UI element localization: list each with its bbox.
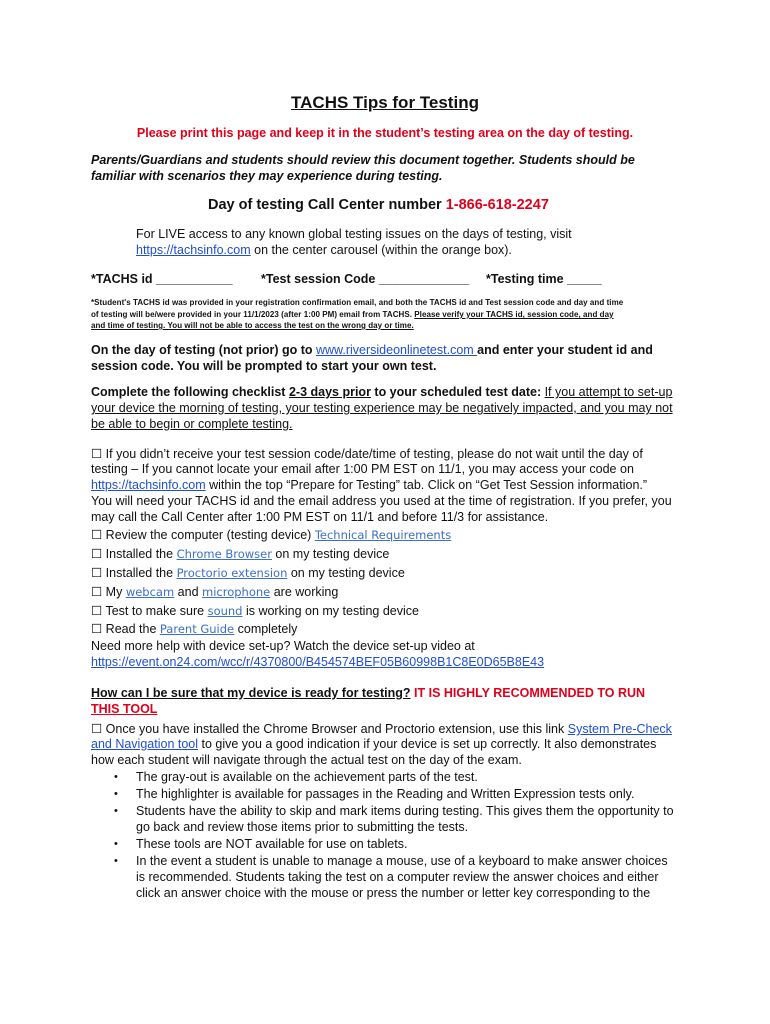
bullet-5-line-3: click an answer choice with the mouse or press the number or letter key corresponding to the [136, 886, 651, 900]
tachs-id-field: *TACHS id ___________ [91, 272, 233, 286]
setup-video-link[interactable]: https://event.on24.com/wcc/r/4370800/B454574BEF05B60998B1C8E0D65B8E43 [91, 655, 545, 669]
fine-print-line-2 [91, 310, 614, 319]
checklist-item-4-post: on my testing device [287, 566, 405, 580]
riverside-link[interactable]: www.riversideonlinetest.com [315, 343, 478, 357]
call-center-line-2 [136, 243, 512, 257]
checklist-item-5 [91, 584, 338, 599]
fine-print-line-1: *Student's TACHS id was provided in your registration confirmation email, and both the TACHS id and Test session code and day and time [91, 298, 624, 307]
webcam-link[interactable]: webcam [125, 585, 175, 599]
parent-guide-link[interactable]: Parent Guide [159, 622, 235, 636]
page-title: TACHS Tips for Testing [291, 93, 479, 112]
checklist-item-1-line-5: may call the Call Center after 1:00 PM EST on 11/1 and before 11/3 for assistance. [91, 510, 549, 524]
bullet-3-line-2: go back and review those items prior to submitting the tests. [136, 820, 469, 834]
checklist-warning-3: be able to begin or complete testing. [91, 417, 293, 431]
checklist-item-3-text: ☐ Installed the [91, 547, 177, 561]
bullet-2: The highlighter is available for passages in the Reading and Written Expression tests only. [136, 787, 635, 801]
ready-recommend-1: IT IS HIGHLY RECOMMENDED TO RUN [410, 686, 646, 700]
proctorio-extension-link[interactable]: Proctorio extension [176, 566, 288, 580]
fine-print-line-2-text: of testing will be/were provided in your 11/1/2023 (after 1:00 PM) email from TACHS. [91, 310, 415, 319]
testing-time-field: *Testing time _____ [486, 272, 602, 286]
checklist-item-2-text: ☐ Review the computer (testing device) [91, 528, 315, 542]
bullet-3-glyph: • [114, 805, 118, 817]
call-center-phone: 1-866-618-2247 [445, 197, 549, 213]
intro-line-2: familiar with scenarios they may experience during testing. [91, 169, 443, 183]
print-instruction: Please print this page and keep it in the student’s testing area on the day of testing. [136, 126, 634, 140]
call-center-line-1: For LIVE access to any known global testing issues on the days of testing, visit [136, 227, 572, 241]
checklist-intro-days: 2-3 days prior [288, 385, 371, 399]
checklist-item-1-line-1: ☐ If you didn’t receive your test session code/date/time of testing, please do not wait until the day of [91, 447, 643, 461]
ready-para-line-3: how each student will navigate through the actual test on the day of the exam. [91, 753, 522, 767]
call-center-label: Day of testing Call Center number [208, 197, 446, 213]
ready-para-text-1: ☐ Once you have installed the Chrome Browser and Proctorio extension, use this link [91, 722, 568, 736]
intro-line-1: Parents/Guardians and students should review this document together. Students should be [91, 153, 635, 167]
fine-print-line-3: and time of testing. You will not be able to access the test on the wrong day or time. [91, 321, 414, 330]
tachsinfo-link-2[interactable]: https://tachsinfo.com [91, 478, 206, 492]
checklist-item-7 [91, 621, 297, 636]
tachsinfo-link[interactable]: https://tachsinfo.com [136, 243, 251, 257]
day-of-text-2: and enter your student id and [477, 343, 653, 357]
checklist-intro-line-1 [91, 385, 672, 399]
bullet-5-line-2: is recommended. Students taking the test on a computer review the answer choices and either [136, 870, 659, 884]
sound-link[interactable]: sound [207, 604, 243, 618]
bullet-1: The gray-out is available on the achievement parts of the test. [136, 770, 478, 784]
ready-question-line-1 [91, 686, 645, 700]
checklist-item-4 [91, 565, 405, 580]
bullet-1-glyph: • [114, 771, 118, 783]
checklist-warning-2: your device the morning of testing, your testing experience may be negatively impacted, and you may not [91, 401, 673, 415]
bullet-4-glyph: • [114, 838, 118, 850]
checklist-intro-bold-2: to your scheduled test date: [370, 385, 545, 399]
checklist-item-5-text: ☐ My [91, 585, 126, 599]
checklist-item-1-line-3-text: within the top “Prepare for Testing” tab. Click on “Get Test Session information.” [205, 478, 648, 492]
technical-requirements-link[interactable]: Technical Requirements [314, 528, 452, 542]
checklist-item-5-mid: and [174, 585, 202, 599]
checklist-item-5-post: are working [270, 585, 339, 599]
session-code-field: *Test session Code _____________ [261, 272, 470, 286]
bullet-5-glyph: • [114, 855, 118, 867]
checklist-item-1-line-3 [91, 478, 647, 492]
checklist-item-7-text: ☐ Read the [91, 622, 160, 636]
navigation-tool-link[interactable]: and Navigation tool [91, 737, 199, 751]
chrome-browser-link[interactable]: Chrome Browser [176, 547, 272, 561]
ready-para-text-2: to give you a good indication if your device is set up correctly. It also demonstrates [198, 737, 657, 751]
checklist-item-3 [91, 546, 389, 561]
checklist-item-3-post: on my testing device [271, 547, 390, 561]
help-line: Need more help with device set-up? Watch the device set-up video at [91, 639, 475, 653]
checklist-intro-bold-1: Complete the following checklist [91, 385, 289, 399]
checklist-item-2 [91, 527, 451, 542]
checklist-item-7-post: completely [234, 622, 298, 636]
checklist-item-4-text: ☐ Installed the [91, 566, 177, 580]
checklist-item-6 [91, 603, 419, 618]
checklist-item-1-line-2: testing – If you cannot locate your email after 1:00 PM EST on 11/1, you may access your code on [91, 462, 634, 476]
checklist-item-6-post: is working on my testing device [242, 604, 419, 618]
bullet-4: These tools are NOT available for use on tablets. [136, 837, 408, 851]
call-center-heading [208, 197, 549, 213]
ready-para-line-2 [91, 737, 656, 751]
bullet-2-glyph: • [114, 788, 118, 800]
day-of-text-1: On the day of testing (not prior) go to [91, 343, 316, 357]
checklist-warning-1: If you attempt to set-up [544, 385, 673, 399]
call-center-line-2-text: on the center carousel (within the orange box). [250, 243, 512, 257]
ready-para-line-1 [91, 721, 672, 736]
checklist-item-6-text: ☐ Test to make sure [91, 604, 208, 618]
bullet-3-line-1: Students have the ability to skip and mark items during testing. This gives them the opportunity to [136, 804, 674, 818]
day-of-line-1 [91, 343, 653, 357]
ready-question: How can I be sure that my device is ready for testing? [91, 686, 411, 700]
microphone-link[interactable]: microphone [202, 585, 271, 599]
fine-print-verify: Please verify your TACHS id, session code, and day [414, 310, 614, 319]
day-of-line-2: session code. You will be prompted to start your own test. [91, 359, 437, 373]
system-precheck-link[interactable]: System Pre-Check [567, 722, 672, 736]
checklist-item-1-line-4: You will need your TACHS id and the email address you used at the time of registration. If you prefer, you [91, 494, 672, 508]
ready-recommend-2: THIS TOOL [91, 702, 158, 716]
bullet-5-line-1: In the event a student is unable to manage a mouse, use of a keyboard to make answer choices [136, 854, 668, 868]
